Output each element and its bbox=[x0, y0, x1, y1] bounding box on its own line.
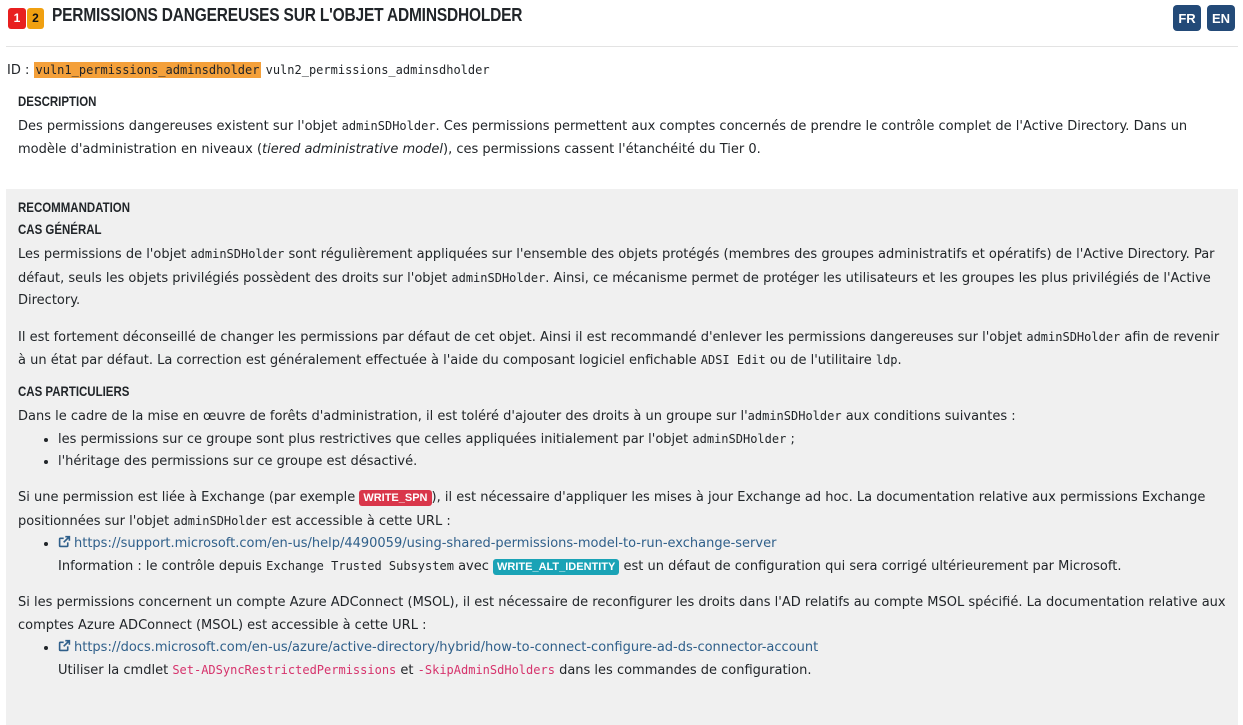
vulnerability-header bbox=[6, 0, 1238, 47]
exchange-links-list bbox=[18, 533, 1226, 578]
text: ), il est nécessaire d'appliquer les mises à jour Exchange ad hoc. La documentation relative aux permissions Exchange positionnées sur l'objet bbox=[18, 490, 1206, 529]
text: sont régulièrement appliquées sur l'ensemble des objets protégés (membres des groupes administratifs et opératifs) de l'Active Directory. Par défaut, seuls les objets privilégiés possèdent des droits sur l'objet bbox=[18, 247, 1215, 286]
write-alt-identity-badge: WRITE_ALT_IDENTITY bbox=[493, 559, 619, 575]
text: avec bbox=[453, 559, 494, 574]
language-switcher bbox=[1173, 5, 1235, 31]
list-item bbox=[58, 428, 1226, 451]
list-item bbox=[58, 533, 1226, 578]
external-link-icon bbox=[58, 535, 71, 548]
list-item: • l'héritage des permissions sur ce groupe est désactivé. bbox=[58, 451, 1226, 473]
level-badges bbox=[8, 8, 44, 29]
text: aux conditions suivantes : bbox=[841, 408, 1016, 424]
conditions-list bbox=[18, 428, 1226, 473]
general-paragraph-1 bbox=[18, 243, 1226, 313]
write-spn-badge: WRITE_SPN bbox=[359, 490, 431, 506]
text: Utiliser la cmdlet bbox=[58, 663, 173, 678]
inline-code: ldp bbox=[875, 353, 898, 367]
text: ou de l'utilitaire bbox=[765, 353, 876, 368]
list-item bbox=[58, 637, 1226, 682]
azure-doc-link[interactable]: https://docs.microsoft.com/en-us/azure/active-directory/hybrid/how-to-connect-configure-ad-ds-connector-account bbox=[74, 640, 819, 655]
exchange-paragraph bbox=[18, 487, 1226, 533]
text: est un défaut de configuration qui sera corrigé ultérieurement par Microsoft. bbox=[619, 559, 1122, 574]
inline-code: Exchange Trusted Subsystem bbox=[266, 559, 454, 573]
recommendation-heading: RECOMMANDATION bbox=[18, 199, 131, 215]
text: . bbox=[897, 353, 902, 368]
inline-code: -SkipAdminSdHolders bbox=[417, 663, 555, 677]
emphasis: tiered administrative model bbox=[262, 142, 443, 157]
text: les permissions sur ce groupe sont plus restrictives que celles appliquées initialement par l'objet bbox=[58, 432, 693, 447]
inline-code: adminSDHolder bbox=[692, 432, 787, 446]
azure-paragraph: Si les permissions concernent un compte Azure ADConnect (MSOL), il est nécessaire de reconfigurer les droits dans l'AD relatifs au compte MSOL spécifié. La documentation relative aux comptes Azure ADConnect (MSOL) est accessible à cette URL : bbox=[18, 595, 1226, 633]
description-text bbox=[18, 115, 1223, 161]
inline-code: adminSDHolder bbox=[190, 247, 285, 261]
text: est accessible à cette URL : bbox=[267, 513, 451, 529]
inline-code: adminSDHolder bbox=[173, 513, 268, 528]
text: ), ces permissions cassent l'étanchéité du Tier 0. bbox=[443, 142, 761, 157]
inline-code: adminSDHolder bbox=[451, 270, 546, 285]
text: afin de revenir à un état par défaut. La correction est généralement effectuée à l'aide du composant logiciel enfichable bbox=[18, 329, 1220, 368]
text: . Ces permissions permettent aux comptes concernés de prendre le contrôle complet de l'Active Directory. Dans un modèle d'administration en niveaux ( bbox=[18, 119, 1188, 157]
text: et bbox=[396, 663, 418, 678]
inline-code: adminSDHolder bbox=[1026, 329, 1121, 344]
recommendation-section bbox=[6, 189, 1238, 725]
vulnerability-id-line bbox=[7, 63, 490, 78]
inline-code: ADSI Edit bbox=[700, 353, 766, 367]
inline-code: adminSDHolder bbox=[747, 408, 842, 423]
general-case-heading: CAS GÉNÉRAL bbox=[18, 221, 102, 237]
particular-cases-heading: CAS PARTICULIERS bbox=[18, 382, 130, 399]
particular-intro bbox=[18, 405, 1226, 429]
id-primary: vuln1_permissions_adminsdholder bbox=[35, 63, 260, 77]
id-label: ID : bbox=[7, 63, 30, 78]
inline-code: adminSDHolder bbox=[341, 119, 436, 133]
azure-links-list bbox=[18, 637, 1226, 682]
lang-en-button[interactable]: EN bbox=[1207, 5, 1235, 31]
text: . Ainsi, ce mécanisme permet de protéger les utilisateurs et les groupes les plus privilégiés de l'Active Directory. bbox=[18, 270, 1211, 308]
text: ; bbox=[786, 432, 795, 447]
text: Des permissions dangereuses existent sur l'objet bbox=[18, 119, 342, 134]
exchange-doc-link[interactable]: https://support.microsoft.com/en-us/help/4490059/using-shared-permissions-model-to-run-exchange-server bbox=[74, 536, 777, 551]
description-section bbox=[18, 93, 1223, 161]
level-1-badge: 1 bbox=[8, 8, 26, 29]
text: Il est fortement déconseillé de changer les permissions par défaut de cet objet. Ainsi il est recommandé d'enlever les permissions dangereuses sur l'objet bbox=[18, 329, 1027, 345]
page-title: PERMISSIONS DANGEREUSES SUR L'OBJET ADMINSDHOLDER bbox=[52, 5, 523, 25]
general-paragraph-2 bbox=[18, 326, 1226, 373]
external-link-icon bbox=[58, 639, 71, 652]
description-heading: DESCRIPTION bbox=[18, 93, 97, 109]
lang-fr-button[interactable]: FR bbox=[1173, 5, 1201, 31]
text: Dans le cadre de la mise en œuvre de forêts d'administration, il est toléré d'ajouter des droits à un groupe sur l' bbox=[18, 408, 748, 424]
text: dans les commandes de configuration. bbox=[554, 663, 812, 678]
text: Les permissions de l'objet bbox=[18, 247, 191, 262]
text: Si une permission est liée à Exchange (par exemple bbox=[18, 490, 360, 505]
level-2-badge: 2 bbox=[27, 8, 44, 29]
inline-code: Set-ADSyncRestrictedPermissions bbox=[172, 663, 397, 677]
text: Information : le contrôle depuis bbox=[58, 559, 267, 574]
id-secondary: vuln2_permissions_adminsdholder bbox=[265, 63, 490, 77]
